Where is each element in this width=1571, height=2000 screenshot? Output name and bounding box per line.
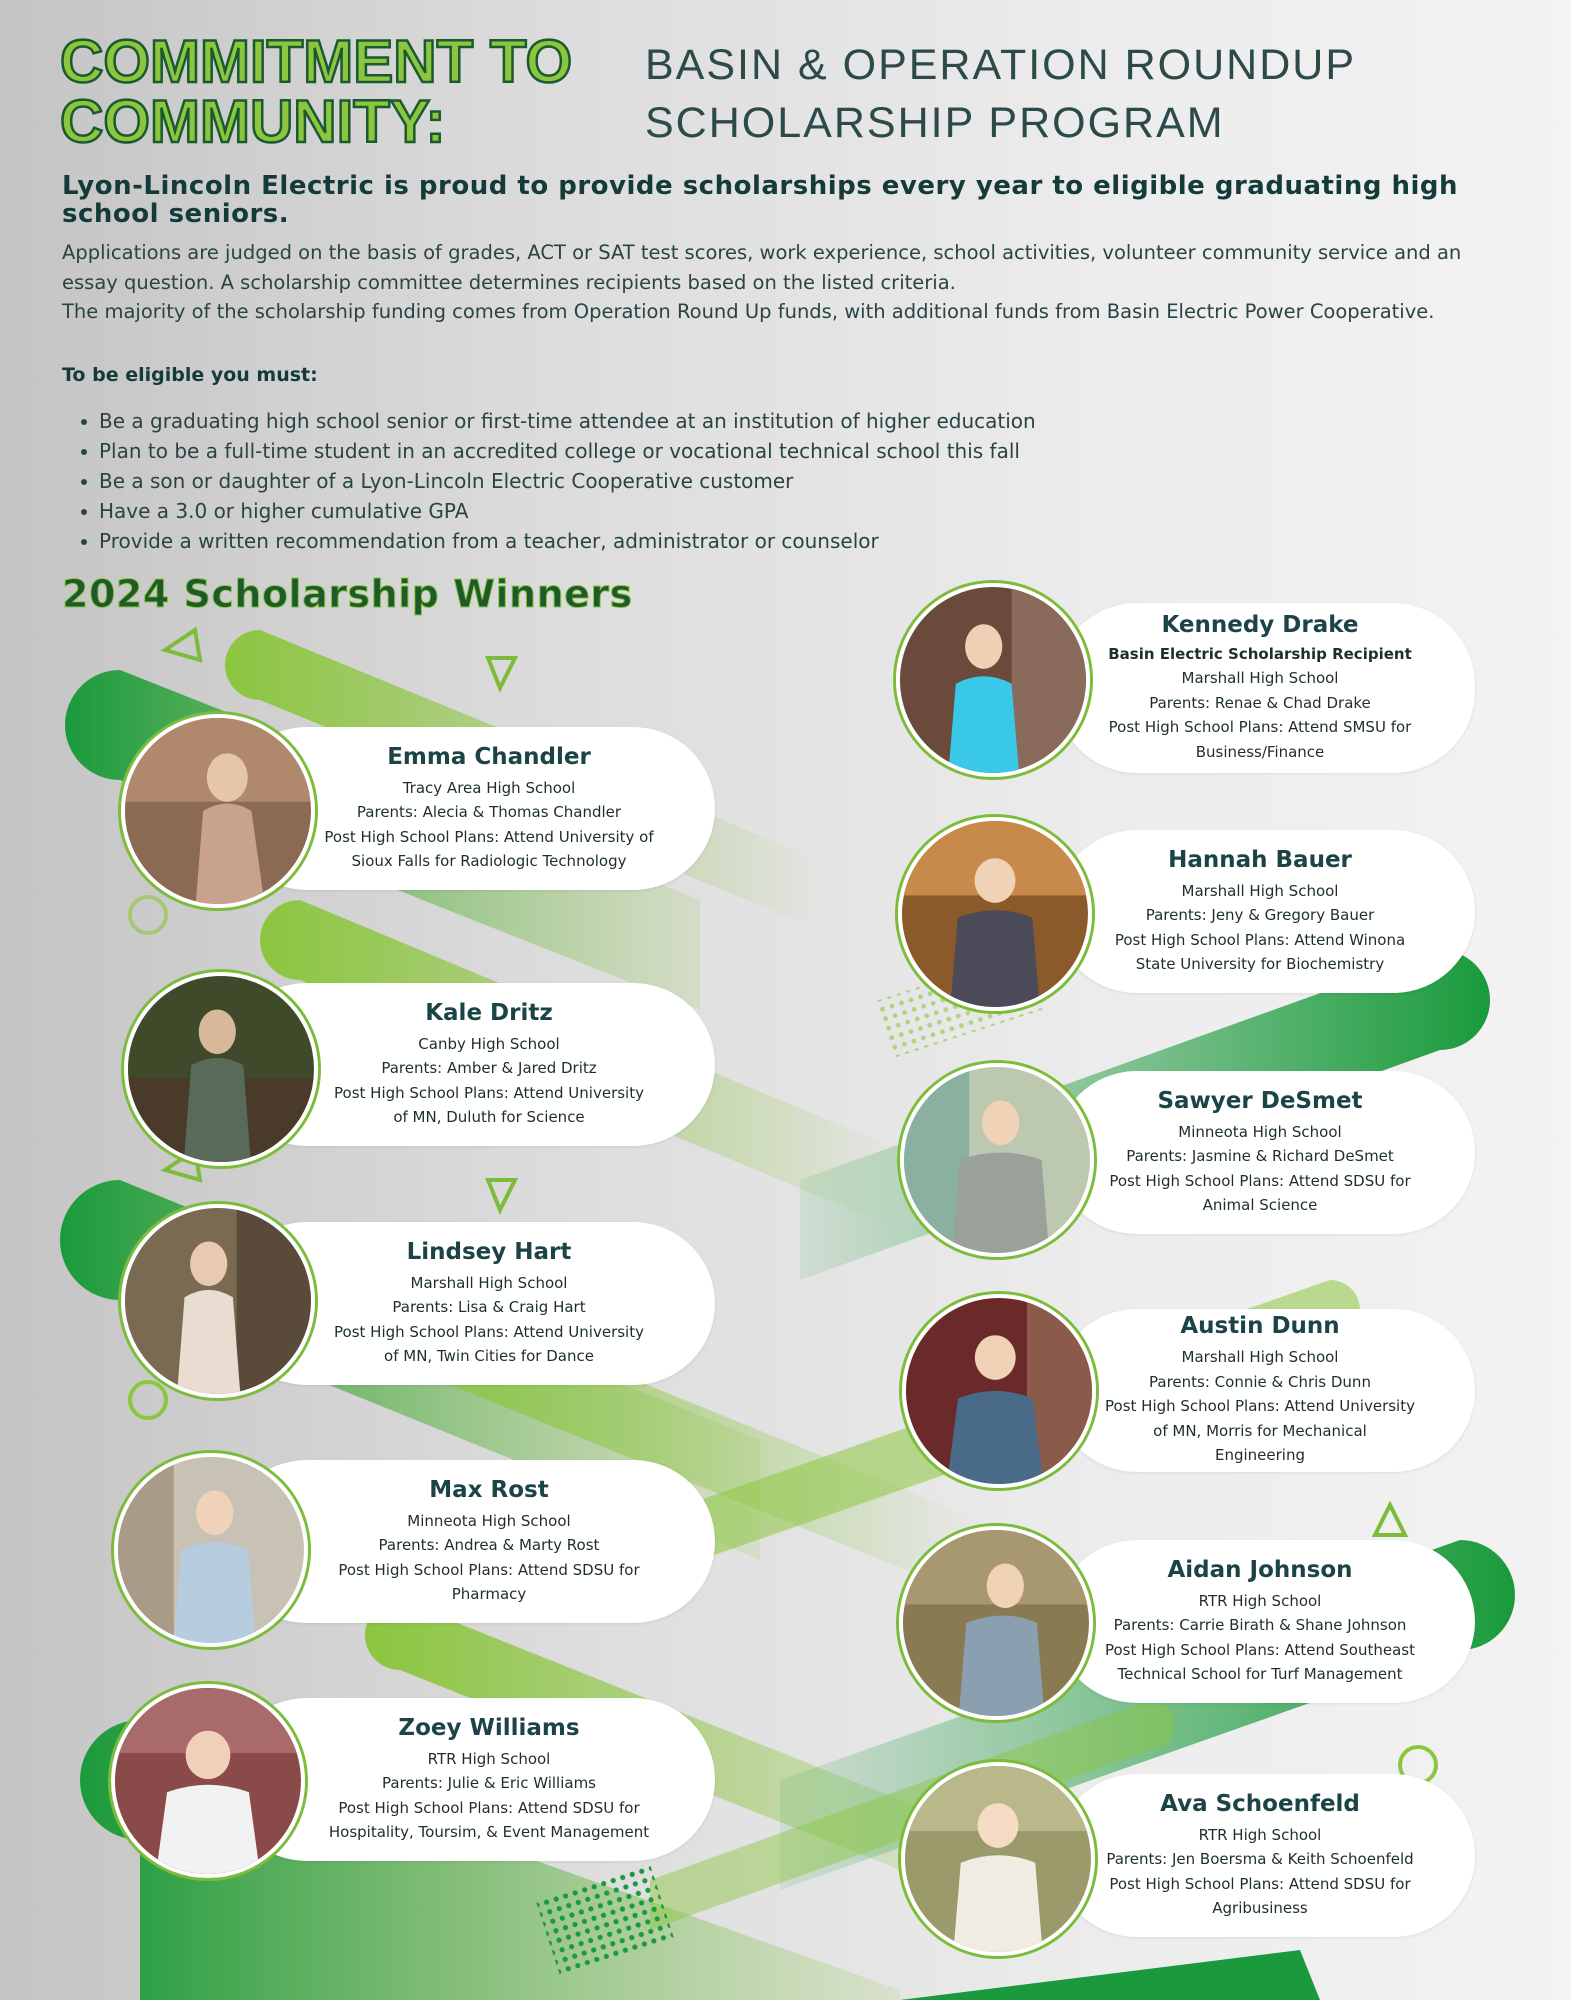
winner-parents: Parents: Julie & Eric Williams [382,1774,596,1792]
winner-photo [899,1526,1093,1720]
winner-name: Zoey Williams [398,1714,580,1741]
winner-school: RTR High School [1198,1825,1322,1844]
winner-parents: Parents: Renae & Chad Drake [1149,693,1371,712]
winner-parents: Parents: Jasmine & Richard DeSmet [1126,1147,1394,1165]
winner-photo [121,714,315,908]
eligibility-item: Plan to be a full-time student in an accredited college or vocational technical school this fall [62,436,1036,466]
winner-photo [114,1453,308,1647]
winner-name: Max Rost [429,1476,549,1503]
winner-name: Hannah Bauer [1168,846,1352,873]
winner-plans: Post High School Plans: Attend SDSU for [1109,1874,1411,1893]
winners-heading: 2024 Scholarship Winners [62,572,633,616]
eligibility-heading: To be eligible you must: [62,364,318,386]
winner-plans: Pharmacy [451,1585,527,1603]
winner-card [1055,830,1475,993]
winner-card [1055,603,1475,773]
winner-name: Lindsey Hart [406,1238,572,1265]
winner-plans: State University for Biochemistry [1135,955,1385,973]
winner-plans: Post High School Plans: Attend Winona [1114,930,1406,949]
winner-photo [111,1684,305,1878]
winner-card [1055,1774,1475,1937]
winner-school: Canby High School [418,1034,560,1053]
winner-parents: Parents: Alecia & Thomas Chandler [356,803,622,821]
winner-name: Kale Dritz [425,999,553,1026]
winner-card [1055,1540,1475,1703]
eligibility-item: Have a 3.0 or higher cumulative GPA [62,496,1036,526]
winner-plans: Sioux Falls for Radiologic Technology [351,852,627,870]
winner-parents: Parents: Carrie Birath & Shane Johnson [1113,1616,1407,1634]
winner-plans: Agribusiness [1212,1899,1308,1917]
winner-plans: Post High School Plans: Attend SMSU for [1108,718,1412,737]
winner-name: Austin Dunn [1180,1313,1340,1340]
winner-school: Minneota High School [1178,1122,1342,1141]
winner-photo [902,1294,1096,1488]
winner-plans: Post High School Plans: Attend University [1105,1397,1415,1416]
winner-plans: Engineering [1215,1446,1305,1465]
winner-parents: Parents: Amber & Jared Dritz [381,1059,597,1077]
winner-school: Marshall High School [1181,669,1339,688]
winner-photo [898,817,1092,1011]
eligibility-list [62,406,1036,556]
winner-plans: Post High School Plans: Attend Southeast [1104,1640,1415,1659]
winner-photo [124,972,318,1166]
winner-parents: Parents: Andrea & Marty Rost [378,1536,600,1554]
winner-award: Basin Electric Scholarship Recipient [1108,644,1412,663]
winner-plans: Post High School Plans: Attend SDSU for [1109,1171,1411,1190]
program-title-line-2: SCHOLARSHIP PROGRAM [645,99,1225,147]
winner-plans: Post High School Plans: Attend SDSU for [338,1560,640,1579]
winner-plans: Hospitality, Toursim, & Event Management [328,1823,650,1841]
winner-name: Emma Chandler [387,743,591,770]
winner-card [1055,1071,1475,1234]
winner-photo [121,1204,315,1398]
winner-school: RTR High School [427,1749,551,1768]
program-title [645,36,1525,152]
winner-school: Marshall High School [1181,881,1339,900]
winner-parents: Parents: Jeny & Gregory Bauer [1145,906,1375,924]
winner-school: Minneota High School [407,1511,571,1530]
winner-plans: of MN, Twin Cities for Dance [384,1347,594,1365]
winner-school: Marshall High School [1181,1348,1339,1367]
winner-parents: Parents: Lisa & Craig Hart [392,1298,586,1316]
page-title: COMMITMENT TO COMMUNITY: [60,28,573,155]
winner-plans: Post High School Plans: Attend SDSU for [338,1798,640,1817]
winner-plans: Animal Science [1202,1196,1318,1214]
winner-parents: Parents: Jen Boersma & Keith Schoenfeld [1106,1850,1414,1868]
winner-school: RTR High School [1198,1591,1322,1610]
intro-lead: Lyon-Lincoln Electric is proud to provide scholarships every year to eligible graduating high school seniors. [62,171,1459,229]
winner-plans: Post High School Plans: Attend University [334,1322,644,1341]
winner-card [1055,1309,1475,1472]
winner-name: Sawyer DeSmet [1157,1087,1363,1114]
winner-photo [901,1762,1095,1956]
program-title-line-1: BASIN & OPERATION ROUNDUP [645,41,1357,89]
winner-parents: Parents: Connie & Chris Dunn [1149,1372,1371,1391]
intro-paragraph-1: Applications are judged on the basis of grades, ACT or SAT test scores, work experience, school activities, volunteer community service and an essay question. A scholarship committee determines recipients based on the listed criteria. [62,241,1462,294]
winner-school: Tracy Area High School [402,778,576,797]
eligibility-item: Be a son or daughter of a Lyon-Lincoln Electric Cooperative customer [62,466,1036,496]
winner-plans: of MN, Morris for Mechanical [1153,1421,1367,1440]
winner-plans: of MN, Duluth for Science [393,1108,585,1126]
intro-paragraph-2: The majority of the scholarship funding comes from Operation Round Up funds, with additional funds from Basin Electric Power Cooperative. [62,300,1435,323]
eligibility-item: Be a graduating high school senior or first-time attendee at an institution of higher education [62,406,1036,436]
winner-name: Ava Schoenfeld [1160,1790,1360,1817]
winner-plans: Business/Finance [1195,742,1325,761]
winner-school: Marshall High School [410,1273,568,1292]
winner-photo [896,583,1090,777]
winner-plans: Post High School Plans: Attend University of [324,827,654,846]
winner-plans: Post High School Plans: Attend University [334,1083,644,1102]
winner-photo [900,1063,1094,1257]
winner-plans: Technical School for Turf Management [1117,1665,1403,1683]
winner-name: Kennedy Drake [1161,611,1359,638]
winner-name: Aidan Johnson [1167,1556,1353,1583]
eligibility-item: Provide a written recommendation from a teacher, administrator or counselor [62,526,1036,556]
